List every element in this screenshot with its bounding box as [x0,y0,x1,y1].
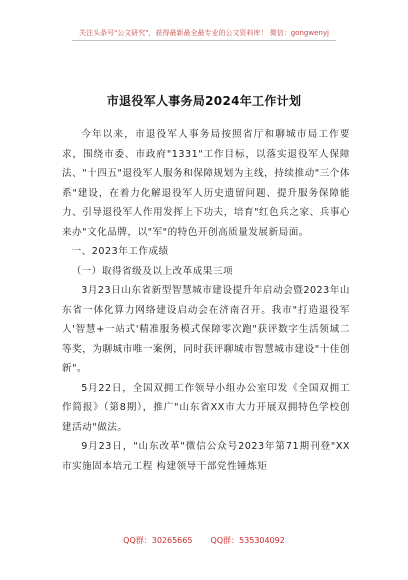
footer-qq-group-1: QQ群：30265665 [123,536,193,545]
subsection-heading: （一）取得省级及以上改革成果三项 [71,265,234,277]
body-paragraph: 3月23日山东省新型智慧城市建设提升年启动会暨2023年山东省一体化算力网络建设启动会在济南召开。我市"打造退役军人'智慧+一站式'精准服务模式保障零次跑"获评数字生活领域二等奖，为聊城市唯一案例，同时获评聊城市智慧城市建设"十佳创新"。 [62,285,350,374]
body-paragraph: 5月22日，全国双拥工作领导小组办公室印发《全国双拥工作简报》（第8期），推广"山东省XX市大力开展双拥特色学校创建活动"做法。 [62,382,350,433]
body-paragraph: 9月23日，"山东改革"微信公众号2023年第71期刊登"XX市实施固本培元工程 构建领导干部党性锤炼矩 [62,441,350,472]
document-body [62,125,350,476]
section-heading: 一、2023年工作成绩 [71,246,169,257]
document-title: 市退役军人事务局2024年工作计划 [106,94,302,108]
header-banner: 关注头条号"公文研究"，获得最新最全最专业的公文资料库！ 微信：gongwenyj [79,29,329,37]
intro-paragraph: 今年以来，市退役军人事务局按照省厅和聊城市局工作要求，围绕市委、市政府"1331"工作目标，以落实退役军人保障法、"十四五"退役军人服务和保障规划为主线，持续推动"三个体系"建设，在着力化解退役军人历史遗留问题、提升服务保障能力、引导退役军人作用发挥上下功夫，培育"红色兵之家、兵事心来办"文化品牌，以"军"的特色开创高质量发展新局面。 [62,129,350,238]
header-divider [72,40,336,41]
footer-contact [0,535,408,546]
footer-qq-group-2: QQ群：535304092 [210,536,285,545]
